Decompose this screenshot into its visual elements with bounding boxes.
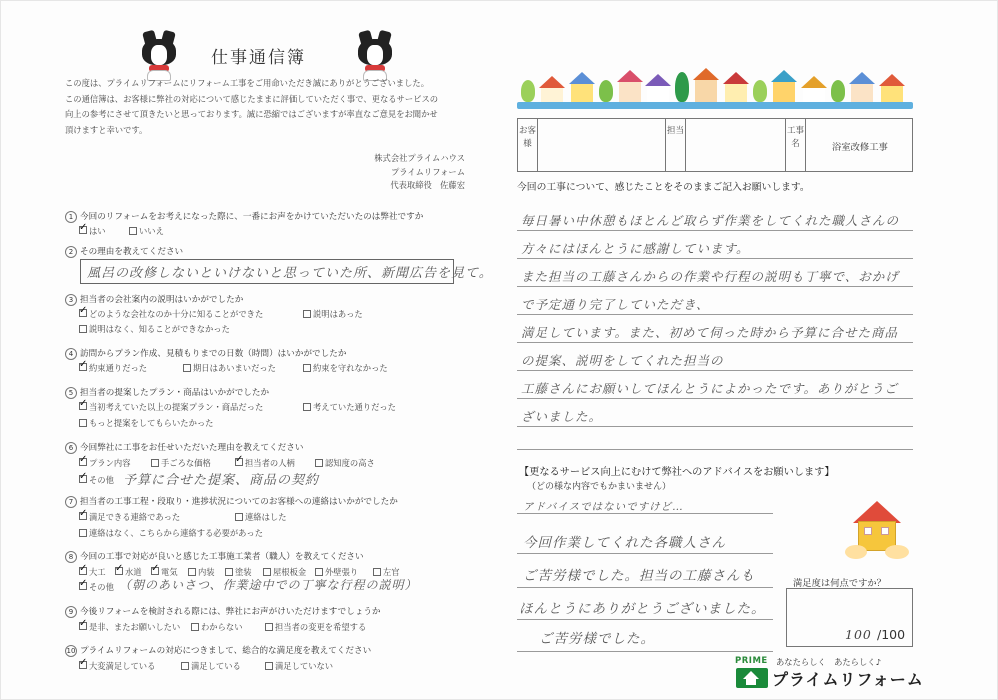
question-number: 6	[65, 442, 77, 454]
q2-answer: 風呂の改修しないといけないと思っていた所、新聞広告を見て。	[87, 266, 493, 281]
option-label: もっと提案をしてもらいたかった	[89, 418, 214, 428]
option-label: 満足している	[191, 661, 241, 671]
option-label: 是非、またお願いしたい	[89, 622, 181, 632]
q7-option-2[interactable]	[235, 511, 287, 523]
logo-tagline: あなたらしく あたらしく♪	[776, 657, 881, 667]
checkbox-checked[interactable]	[115, 567, 123, 575]
question-10	[65, 644, 371, 657]
q4-option-2[interactable]	[183, 362, 276, 374]
q3-option-3[interactable]	[79, 323, 230, 335]
checkbox[interactable]	[188, 568, 196, 576]
question-9	[65, 605, 381, 618]
customer-field[interactable]	[538, 119, 666, 171]
question-2	[65, 245, 183, 258]
option-label: 水道	[125, 567, 142, 577]
option-label: 屋根板金	[273, 567, 307, 577]
option-label: 約束を守れなかった	[313, 363, 388, 373]
question-4	[65, 347, 346, 360]
option-label: 手ごろな価格	[161, 458, 211, 468]
option-label: わからない	[201, 622, 243, 632]
question-6	[65, 441, 303, 454]
satisfaction-value: 100	[845, 627, 872, 642]
question-number: 4	[65, 348, 77, 360]
mascot-dog-left-icon	[139, 31, 179, 81]
checkbox[interactable]	[235, 513, 243, 521]
option-label: 期日はあいまいだった	[193, 363, 276, 373]
checkbox-checked[interactable]	[79, 402, 87, 410]
checkbox[interactable]	[263, 568, 271, 576]
feedback-line: 満足しています。また、初めて伺った時から予算に合せた商品の提案、説明をしてくれた担当の	[521, 325, 899, 368]
option-label: 担当者の変更を希望する	[275, 622, 367, 632]
feedback-line: また担当の工藤さんからの作業や行程の説明も丁寧で、おかげで予定通り完了していただき、	[521, 269, 899, 312]
checkbox-checked[interactable]	[151, 567, 159, 575]
option-label: 担当者の人柄	[245, 458, 295, 468]
question-7	[65, 495, 398, 508]
checkbox-checked[interactable]	[79, 226, 87, 234]
work-label: 工事名	[786, 119, 806, 171]
checkbox[interactable]	[183, 364, 191, 372]
question-text: その理由を教えてください	[80, 247, 184, 257]
staff-field[interactable]	[686, 119, 786, 171]
checkbox-checked[interactable]	[79, 512, 87, 520]
question-text: 今後リフォームを検討される際には、弊社にお声がけいただけますでしょうか	[80, 607, 381, 617]
question-number: 8	[65, 551, 77, 563]
question-5	[65, 386, 269, 399]
option-label: 左官	[383, 567, 400, 577]
logo-prime-text: PRIME	[735, 656, 768, 666]
option-label: 満足できる連絡であった	[89, 512, 181, 522]
question-number: 3	[65, 294, 77, 306]
q6-option-4[interactable]	[315, 457, 375, 469]
question-number: 1	[65, 211, 77, 223]
satisfaction-max: /100	[877, 627, 906, 642]
option-label: 塗装	[235, 567, 252, 577]
company-rep: 代表取締役 佐藤宏	[390, 180, 465, 190]
checkbox[interactable]	[129, 227, 137, 235]
checkbox[interactable]	[79, 419, 87, 427]
q6-option-other[interactable]	[79, 474, 114, 486]
checkbox[interactable]	[303, 403, 311, 411]
option-label: 約束通りだった	[89, 363, 148, 373]
q1-option-yes[interactable]	[79, 225, 106, 237]
q10-option-3[interactable]	[265, 660, 333, 672]
question-number: 9	[65, 606, 77, 618]
option-label: 満足していない	[275, 661, 334, 671]
checkbox-checked[interactable]	[79, 363, 87, 371]
option-label: はい	[89, 226, 106, 236]
option-label: その他	[89, 582, 114, 592]
checkbox[interactable]	[79, 325, 87, 333]
checkbox[interactable]	[181, 662, 189, 670]
checkbox-checked[interactable]	[79, 458, 87, 466]
question-number: 2	[65, 246, 77, 258]
q3-option-1[interactable]	[79, 308, 263, 320]
question-number: 7	[65, 496, 77, 508]
checkbox[interactable]	[225, 568, 233, 576]
q8-option-other[interactable]	[79, 581, 114, 593]
staff-label: 担当	[666, 119, 686, 171]
question-8	[65, 550, 364, 563]
q10-option-2[interactable]	[181, 660, 241, 672]
advice-title: 【更なるサービス向上にむけて弊社へのアドバイスをお願いします】	[519, 467, 835, 478]
q9-option-1[interactable]	[79, 621, 180, 633]
q6-option-2[interactable]	[151, 457, 211, 469]
checkbox[interactable]	[265, 662, 273, 670]
option-label: いいえ	[139, 226, 164, 236]
feedback-title: 今回の工事について、感じたことをそのままご記入お願いします。	[517, 182, 810, 193]
checkbox-checked[interactable]	[79, 309, 87, 317]
option-label: プラン内容	[89, 458, 131, 468]
q6-option-3[interactable]	[235, 457, 295, 469]
option-label: 電気	[161, 567, 178, 577]
q4-option-3[interactable]	[303, 362, 388, 374]
q5-option-3[interactable]	[79, 417, 213, 429]
advice-line: ご苦労様でした。担当の工藤さんも	[523, 568, 755, 584]
advice-answer-pre: アドバイスではないですけど…	[523, 501, 684, 513]
checkbox[interactable]	[303, 310, 311, 318]
checkbox[interactable]	[79, 529, 87, 537]
advice-line: 今回作業してくれた各職人さん	[523, 535, 726, 551]
company-name: 株式会社プライムハウス	[374, 153, 465, 163]
question-text: 担当者の提案したプラン・商品はいかがでしたか	[80, 388, 270, 398]
customer-label: お客様	[518, 119, 538, 171]
q5-option-1[interactable]	[79, 401, 263, 413]
q9-option-2[interactable]	[191, 621, 243, 633]
q10-option-1[interactable]	[79, 660, 155, 672]
prime-house-logo-icon	[736, 668, 768, 688]
question-3	[65, 293, 243, 306]
option-label: 説明はあった	[313, 309, 363, 319]
page-title: 仕事通信簿	[211, 48, 306, 68]
intro-line: 向上の参考にさせて頂きたいと思っております。誠に恐縮ではございますが率直なご意見をお聞かせ	[65, 109, 438, 119]
logo-name: プライムリフォーム	[772, 670, 924, 689]
advice-subtitle: （どの様な内容でもかまいません）	[527, 482, 672, 492]
option-label: 認知度の高さ	[325, 458, 375, 468]
intro-text	[65, 76, 485, 138]
option-label: その他	[89, 475, 114, 485]
checkbox[interactable]	[265, 623, 273, 631]
question-1	[65, 210, 423, 223]
option-label: 大工	[89, 567, 106, 577]
question-text: 今回弊社に工事をお任せいただいた理由を教えてください	[80, 443, 304, 453]
question-text: 今回のリフォームをお考えになった際に、一番にお声をかけていただいたのは弊社ですか	[80, 212, 424, 222]
advice-line: ほんとうにありがとうございました。	[519, 601, 766, 617]
checkbox-checked[interactable]	[79, 622, 87, 630]
checkbox[interactable]	[373, 568, 381, 576]
q7-option-1[interactable]	[79, 511, 180, 523]
q6-option-1[interactable]	[79, 457, 131, 469]
feedback-answer	[521, 207, 911, 431]
question-number: 10	[66, 646, 76, 655]
intro-line: この通信簿は、お客様に弊社の対応について感じたままに評価していただく事で、更なるサービスの	[65, 93, 439, 104]
checkbox-checked[interactable]	[235, 458, 243, 466]
checkbox[interactable]	[315, 568, 323, 576]
option-label: 当初考えていた以上の提案プラン・商品だった	[89, 402, 264, 412]
town-illustration	[517, 59, 913, 109]
intro-line: 頂けますと幸いです。	[65, 124, 148, 135]
q4-option-1[interactable]	[79, 362, 147, 374]
satisfaction-label: 満足度は何点ですか？	[793, 578, 886, 589]
feedback-line: 毎日暑い中休憩もほとんど取らず作業をしてくれた職人さんの方々にはほんとうに感謝しています。	[521, 213, 900, 256]
option-label: 考えていた通りだった	[313, 402, 396, 412]
checkbox[interactable]	[303, 364, 311, 372]
question-text: 今回の工事で対応が良いと感じた工事施工業者（職人）を教えてください	[80, 552, 364, 562]
checkbox[interactable]	[191, 623, 199, 631]
checkbox-checked[interactable]	[79, 661, 87, 669]
info-table	[517, 118, 913, 172]
option-label: 説明はなく、知ることができなかった	[89, 324, 230, 334]
advice-line: ご苦労様でした。	[539, 631, 655, 647]
checkbox[interactable]	[315, 459, 323, 467]
checkbox-checked[interactable]	[79, 475, 87, 483]
q7-option-3[interactable]	[79, 527, 263, 539]
option-label: 外壁張り	[325, 567, 359, 577]
company-brand: プライムリフォーム	[390, 166, 465, 177]
company-signature	[331, 152, 465, 193]
q5-option-2[interactable]	[303, 401, 396, 413]
mascot-dog-right-icon	[355, 31, 395, 81]
checkbox[interactable]	[151, 459, 159, 467]
intro-line: この度は、プライムリフォームにリフォーム工事をご用命いただき誠にありがとうございました。	[65, 78, 429, 88]
question-text: 担当者の会社案内の説明はいかがでしたか	[80, 295, 244, 305]
feedback-line: 工藤さんにお願いしてほんとうによかったです。ありがとうございました。	[521, 381, 899, 424]
checkbox-checked[interactable]	[79, 567, 87, 575]
question-text: プライムリフォームの対応につきまして、総合的な満足度を教えてください	[80, 646, 372, 656]
option-label: 大変満足している	[89, 661, 156, 671]
question-text: 訪問からプラン作成、見積もりまでの日数（時間）はいかがでしたか	[80, 349, 347, 359]
q8-option-1[interactable]	[79, 566, 106, 578]
mascot-house-icon	[845, 501, 911, 567]
option-label: 連絡はした	[245, 512, 287, 522]
option-label: どのような会社なのか十分に知ることができた	[89, 309, 264, 319]
q3-option-2[interactable]	[303, 308, 363, 320]
q6-other-answer: 予算に合せた提案、商品の契約	[123, 473, 320, 488]
q8-other-answer: （朝のあいさつ、作業途中での丁寧な行程の説明）	[119, 578, 418, 592]
option-label: 内装	[198, 567, 215, 577]
checkbox-checked[interactable]	[79, 582, 87, 590]
question-number: 5	[65, 387, 77, 399]
option-label: 連絡はなく、こちらから連絡する必要があった	[89, 528, 263, 538]
q1-option-no[interactable]	[129, 225, 164, 237]
work-name-value: 浴室改修工事	[832, 142, 888, 153]
q9-option-3[interactable]	[265, 621, 366, 633]
question-text: 担当者の工事工程・段取り・進捗状況についてのお客様への連絡はいかがでしたか	[80, 497, 398, 507]
